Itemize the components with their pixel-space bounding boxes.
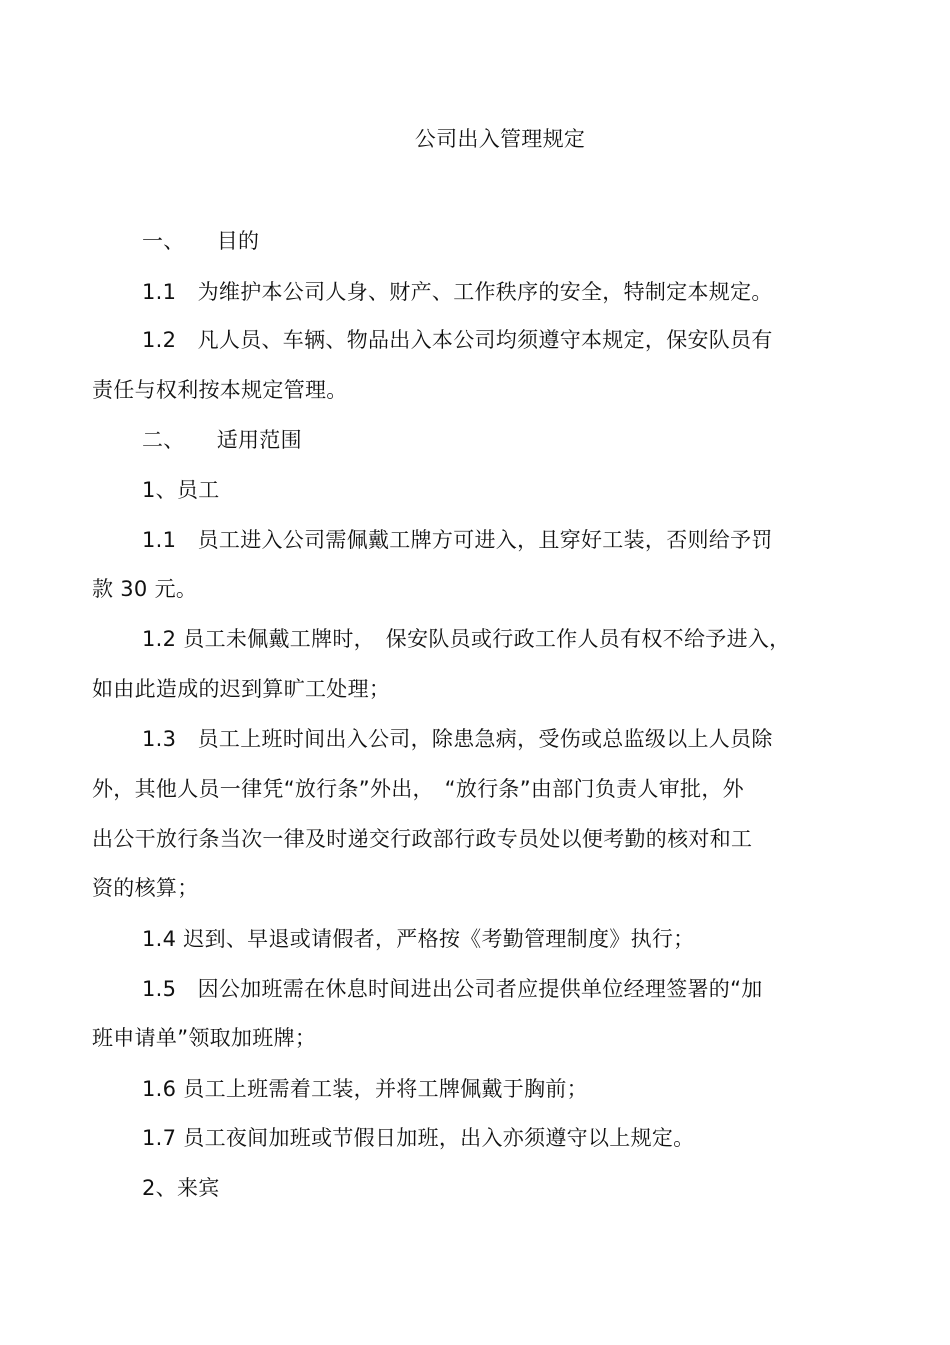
paragraph-line: 1.7 员工夜间加班或节假日加班，出入亦须遵守以上规定。 bbox=[142, 1126, 695, 1150]
paragraph-line: 1.1 为维护本公司人身、财产、工作秩序的安全，特制定本规定。 bbox=[142, 280, 773, 304]
paragraph-line: 1.3 员工上班时间出入公司，除患急病，受伤或总监级以上人员除 bbox=[142, 727, 773, 751]
paragraph-line: 资的核算； bbox=[92, 876, 199, 900]
paragraph-line: 1.5 因公加班需在休息时间进出公司者应提供单位经理签署的“加 bbox=[142, 977, 763, 1001]
paragraph-line: 班申请单”领取加班牌； bbox=[92, 1026, 317, 1050]
paragraph-line: 1.2 员工未佩戴工牌时， 保安队员或行政工作人员有权不给予进入， bbox=[142, 627, 791, 651]
paragraph-line: 外，其他人员一律凭“放行条”外出， “放行条”由部门负责人审批，外 bbox=[92, 777, 744, 801]
paragraph-line: 1.6 员工上班需着工装，并将工牌佩戴于胸前； bbox=[142, 1077, 588, 1101]
paragraph-line: 款 30 元。 bbox=[92, 577, 198, 601]
paragraph-line: 责任与权利按本规定管理。 bbox=[92, 378, 348, 402]
section-heading-purpose: 一、 目的 bbox=[142, 229, 260, 253]
subsection-heading-visitors: 2、来宾 bbox=[142, 1176, 220, 1200]
section-heading-scope: 二、 适用范围 bbox=[142, 428, 302, 452]
paragraph-line: 如由此造成的迟到算旷工处理； bbox=[92, 677, 391, 701]
subsection-heading-employee: 1、员工 bbox=[142, 478, 220, 502]
paragraph-line: 1.4 迟到、早退或请假者，严格按《考勤管理制度》执行； bbox=[142, 927, 695, 951]
paragraph-line: 1.2 凡人员、车辆、物品出入本公司均须遵守本规定，保安队员有 bbox=[142, 328, 773, 352]
paragraph-line: 1.1 员工进入公司需佩戴工牌方可进入，且穿好工装，否则给予罚 bbox=[142, 528, 773, 552]
paragraph-line: 出公干放行条当次一律及时递交行政部行政专员处以便考勤的核对和工 bbox=[92, 827, 753, 851]
document-title: 公司出入管理规定 bbox=[414, 127, 586, 151]
